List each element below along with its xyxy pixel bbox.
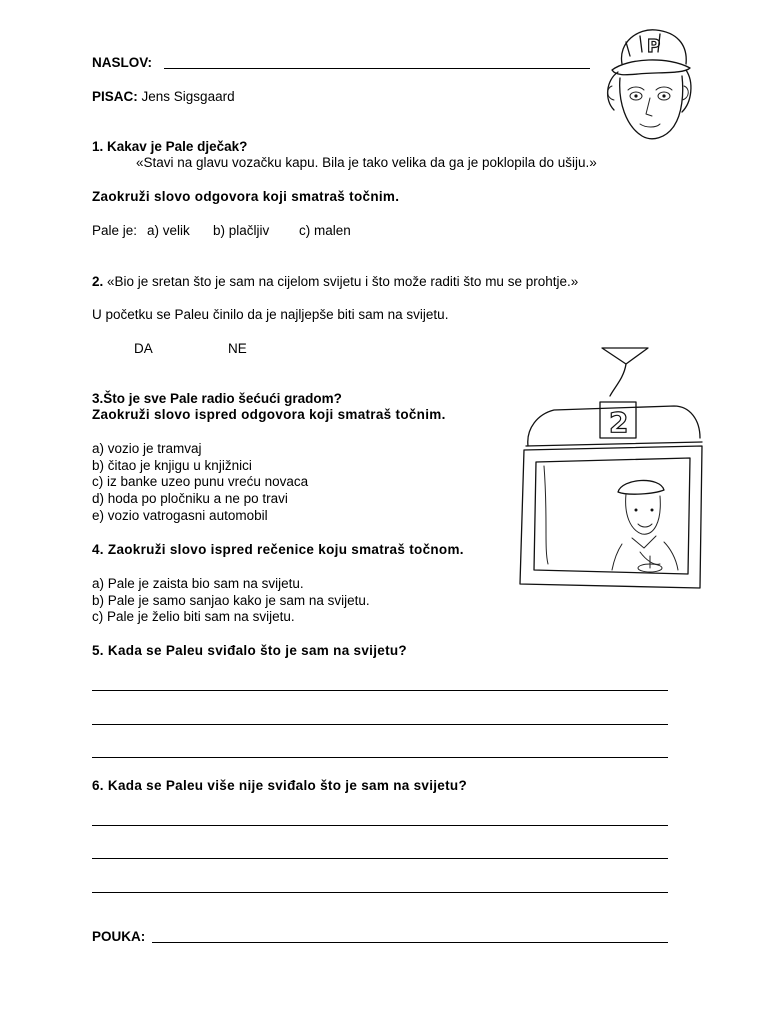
q1-option-a[interactable]: a) velik (147, 223, 190, 238)
q1-heading (92, 139, 247, 155)
q4-option-c[interactable]: c) Pale je želio biti sam na svijetu. (92, 609, 295, 624)
q1-option-b[interactable]: b) plačljiv (213, 223, 270, 238)
q3-option-d[interactable]: d) hoda po pločniku a ne po travi (92, 491, 288, 506)
q3-instruction: Zaokruži slovo ispred odgovora koji smatraš točnim. (92, 407, 446, 422)
q2-answer-ne[interactable]: NE (228, 341, 247, 356)
q1-number: 1. (92, 139, 104, 154)
q1-prefix: Pale je: (92, 223, 138, 238)
q3-option-c[interactable]: c) iz banke uzeo punu vreću novaca (92, 474, 309, 489)
q2-heading (92, 274, 578, 290)
q3-option-b[interactable]: b) čitao je knjigu u knjižnici (92, 458, 252, 473)
q5-answer-line-1[interactable] (92, 690, 668, 691)
q4-option-b[interactable]: b) Pale je samo sanjao kako je sam na svijetu. (92, 593, 370, 608)
q6-answer-line-2[interactable] (92, 858, 668, 859)
q5-answer-line-2[interactable] (92, 724, 668, 725)
q5-answer-line-3[interactable] (92, 757, 668, 758)
q2-answer-da[interactable]: DA (134, 341, 153, 356)
q5-question: 5. Kada se Paleu sviđalo što je sam na svijetu? (92, 643, 407, 658)
q3-option-a[interactable]: a) vozio je tramvaj (92, 441, 202, 456)
tram-number: 2 (609, 406, 629, 439)
author-row (92, 89, 235, 105)
q1-option-c[interactable]: c) malen (299, 223, 351, 238)
q3-question: 3.Što je sve Pale radio šećući gradom? (92, 391, 342, 406)
q4-option-a[interactable]: a) Pale je zaista bio sam na svijetu. (92, 576, 304, 591)
q1-quote: «Stavi na glavu vozačku kapu. Bila je tako velika da ga je poklopila do ušiju.» (136, 155, 597, 170)
moral-answer-line[interactable] (152, 942, 668, 943)
q1-instruction: Zaokruži slovo odgovora koji smatraš točnim. (92, 189, 400, 204)
tram-driver-drawing (514, 338, 708, 594)
cap-letter: P (647, 36, 661, 57)
author-label: PISAC: (92, 89, 138, 104)
title-answer-line[interactable] (164, 68, 590, 69)
q4-question: 4. Zaokruži slovo ispred rečenice koju smatraš točnom. (92, 542, 464, 557)
q1-question: Kakav je Pale dječak? (107, 139, 248, 154)
title-label: NASLOV: (92, 55, 153, 70)
moral-label: POUKA: (92, 929, 146, 944)
boy-with-cap-drawing (598, 22, 694, 146)
q2-statement: U početku se Paleu činilo da je najljepše biti sam na svijetu. (92, 307, 449, 322)
author-value: Jens Sigsgaard (141, 89, 235, 104)
q3-option-e[interactable]: e) vozio vatrogasni automobil (92, 508, 268, 523)
q6-question: 6. Kada se Paleu više nije sviđalo što je sam na svijetu? (92, 778, 468, 793)
q2-quote: «Bio je sretan što je sam na cijelom svijetu i što može raditi što mu se prohtje.» (107, 274, 579, 289)
q6-answer-line-3[interactable] (92, 892, 668, 893)
q2-number: 2. (92, 274, 104, 289)
q6-answer-line-1[interactable] (92, 825, 668, 826)
